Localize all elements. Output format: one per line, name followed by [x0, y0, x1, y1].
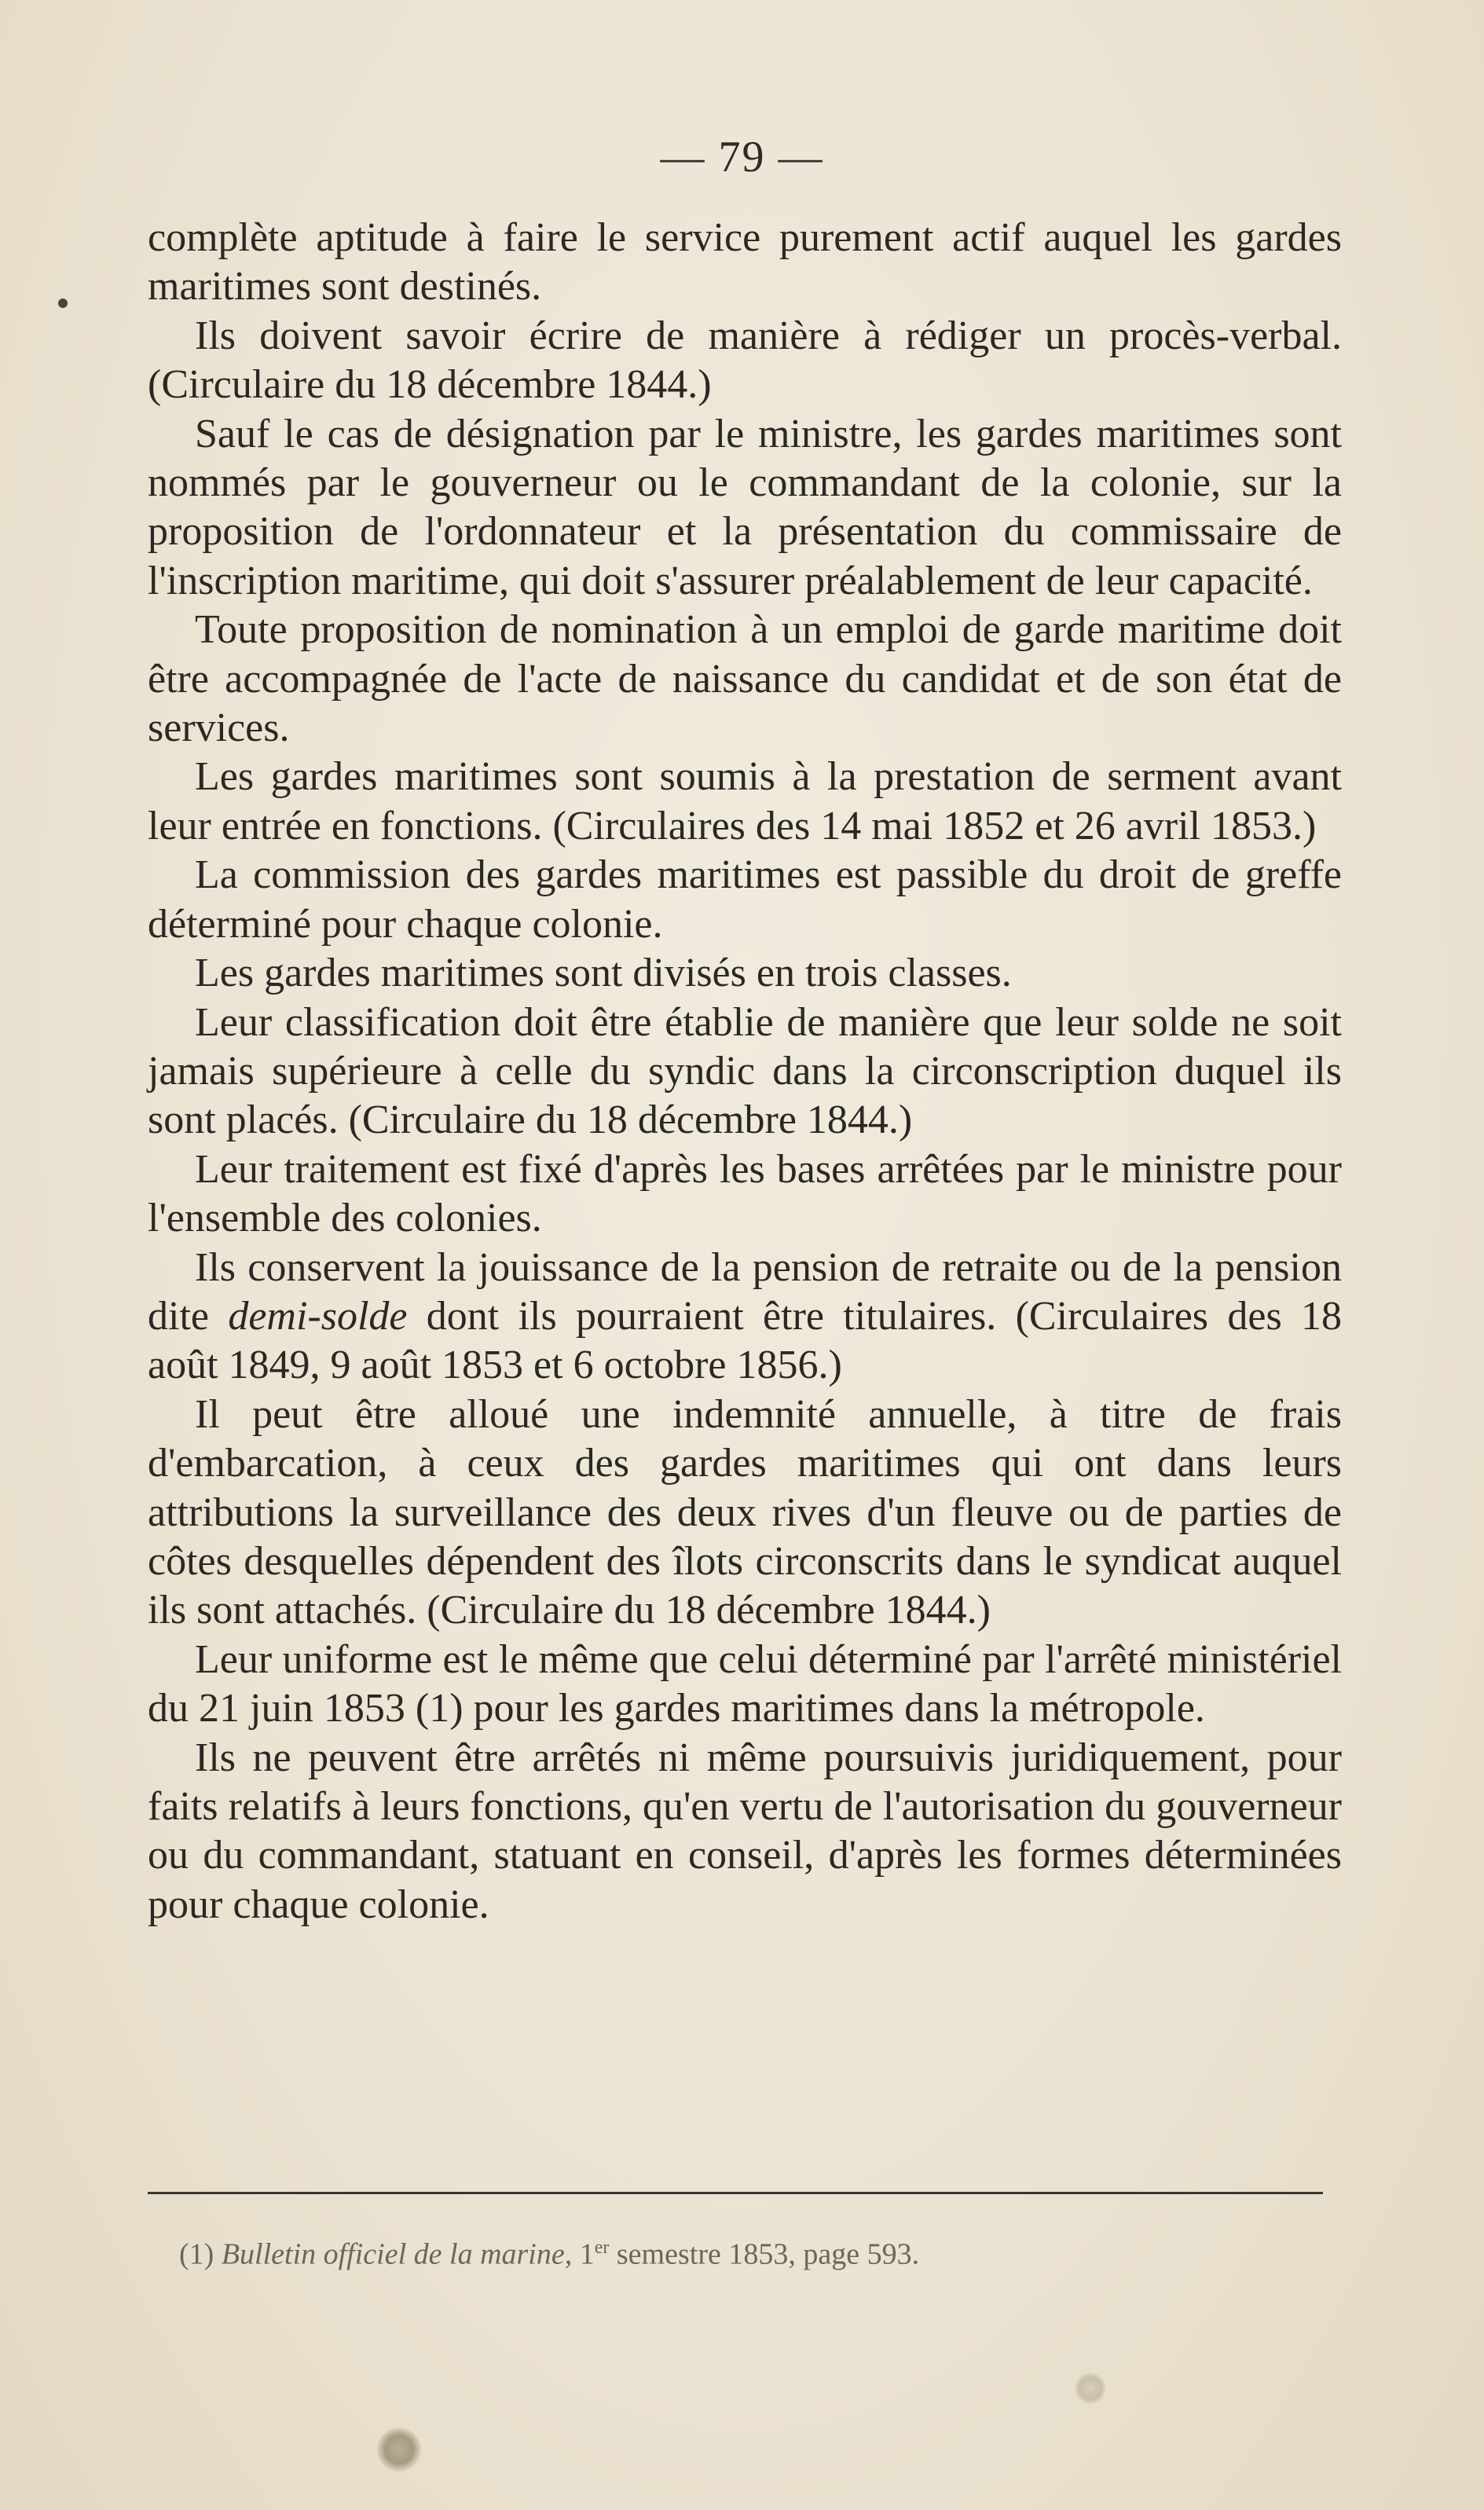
paper-spot	[377, 2428, 421, 2472]
footnote-marker: (1)	[179, 2237, 214, 2271]
paragraph: Leur traitement est fixé d'après les bases arrêtées par le ministre pour l'ensemble des colonies.	[148, 1146, 1342, 1241]
paragraph: Les gardes maritimes sont soumis à la prestation de serment avant leur entrée en fonctions. (Circulaires des 14 mai 1852 et 26 avril 1853.)	[148, 754, 1342, 848]
page-number: — 79 —	[660, 133, 824, 181]
paragraph: Toute proposition de nomination à un emploi de garde maritime doit être accompagnée de l'acte de naissance du candidat et de son état de services.	[148, 607, 1342, 751]
paragraph: Leur classification doit être établie de manière que leur solde ne soit jamais supérieure à celle du syndic dans la circonscription duquel ils sont placés. (Circulaire du 18 décembre 1844.)	[148, 999, 1342, 1143]
paragraph: Ils doivent savoir écrire de manière à rédiger un procès-verbal. (Circulaire du 18 décembre 1844.)	[148, 313, 1342, 408]
footnote-ordinal: 1	[579, 2237, 595, 2271]
paragraph	[148, 1244, 1342, 1391]
paragraph: Ils ne peuvent être arrêtés ni même poursuivis juridiquement, pour faits relatifs à leurs fonctions, qu'en vertu de l'autorisation du gouverneur ou du commandant, statuant en conseil, d'après les formes déterminées pour chaque colonie.	[148, 1735, 1342, 1927]
paragraph-text: Ils conservent la jouissance de la pension de retraite ou de la pension dite	[148, 1244, 1342, 1339]
paragraph-text: dont ils pourraient être titulaires. (Circulaires des 18 août 1849, 9 août 1853 et 6 octobre 1856.)	[148, 1293, 1343, 1388]
footnote-divider	[148, 2192, 1323, 2194]
footnote	[179, 2230, 1326, 2273]
footnote-ordinal-sup: er	[594, 2237, 610, 2258]
footnote-rest: semestre 1853, page 593.	[616, 2237, 920, 2271]
paragraph: Leur uniforme est le même que celui déterminé par l'arrêté ministériel du 21 juin 1853 (1) pour les gardes maritimes dans la métropole.	[148, 1636, 1342, 1731]
italic-term: demi-solde	[228, 1293, 408, 1339]
paragraph: Sauf le cas de désignation par le ministre, les gardes maritimes sont nommés par le gouverneur ou le commandant de la colonie, sur la proposition de l'ordonnateur et la présentation du commissaire de l'inscription maritime, qui doit s'assurer préalablement de leur capacité.	[148, 411, 1342, 603]
paragraph: La commission des gardes maritimes est passible du droit de greffe déterminé pour chaque colonie.	[148, 852, 1342, 947]
paragraph: complète aptitude à faire le service purement actif auquel les gardes maritimes sont destinés.	[148, 215, 1342, 310]
paragraph: Il peut être alloué une indemnité annuelle, à titre de frais d'embarcation, à ceux des gardes maritimes qui ont dans leurs attributions la surveillance des deux rives d'un fleuve ou de parties de côtes desquelles dépendent des îlots circonscrits dans le syndicat auquel ils sont attachés. (Circulaire du 18 décembre 1844.)	[148, 1391, 1342, 1633]
footnote-source: Bulletin officiel de la marine,	[221, 2237, 573, 2271]
paper-spot	[58, 299, 68, 308]
paragraph: Les gardes maritimes sont divisés en trois classes.	[195, 951, 1012, 996]
paper-spot	[1075, 2373, 1106, 2404]
body-text	[148, 214, 1342, 1929]
